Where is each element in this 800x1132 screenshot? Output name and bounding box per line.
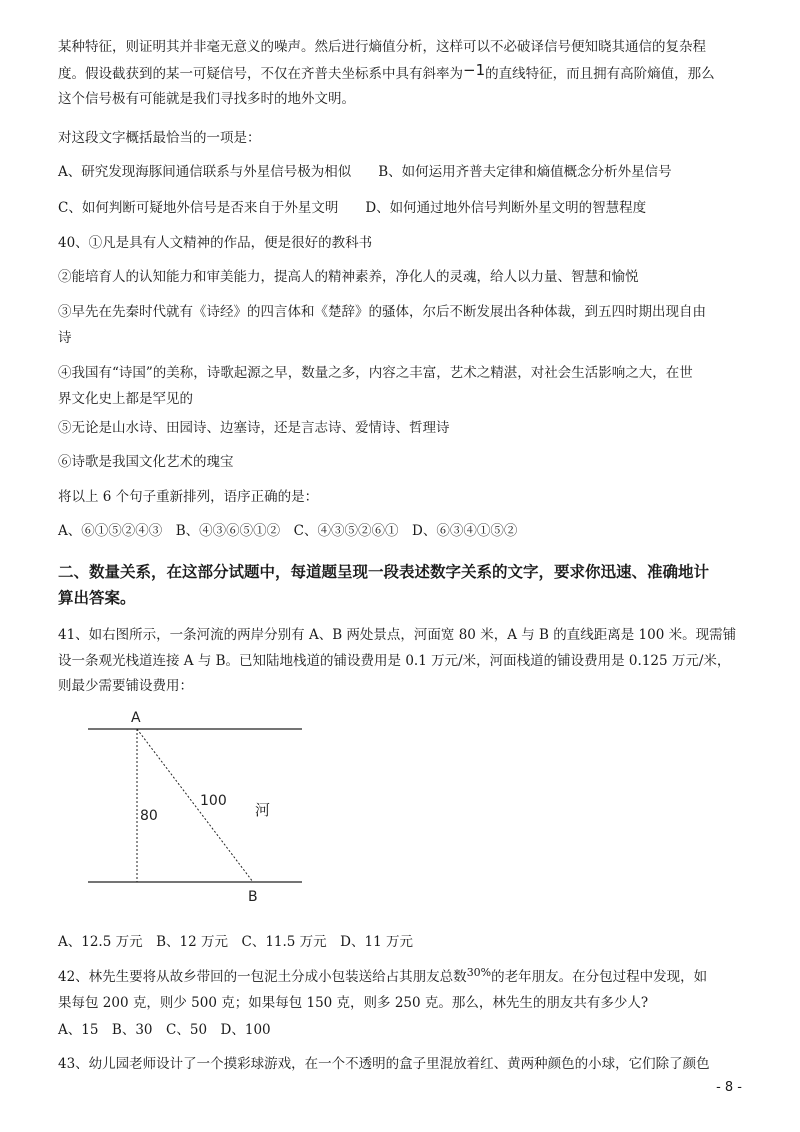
ab-distance-label: 100 bbox=[200, 793, 227, 809]
q43-text-line-1: 43、幼儿园老师设计了一个摸彩球游戏，在一个不透明的盒子里混放着红、黄两种颜色的小球，它们除了颜色 bbox=[58, 1056, 710, 1072]
q40-sentence-5: ⑤无论是山水诗、田园诗、边塞诗，还是言志诗、爱情诗、哲理诗 bbox=[58, 420, 450, 436]
q42-text-line-1b: 的老年朋友。在分包过程中发现，如 bbox=[491, 969, 708, 985]
q40-sentence-4b: 界文化史上都是罕见的 bbox=[58, 391, 193, 407]
q40-sentence-4a: ④我国有“诗国”的美称，诗歌起源之早，数量之多，内容之丰富，艺术之精湛，对社会生活影响之大，在世 bbox=[58, 365, 693, 381]
river-diagram bbox=[80, 705, 320, 910]
q42-text-line-2: 果每包 200 克，则少 500 克；如果每包 150 克，则多 250 克。那么，林先生的朋友共有多少人? bbox=[58, 995, 649, 1011]
point-a-label: A bbox=[131, 710, 141, 726]
river-label: 河 bbox=[255, 801, 271, 819]
q39-text-line-3: 这个信号极有可能就是我们寻找多时的地外文明。 bbox=[58, 91, 355, 107]
q41-text-line-1: 41、如右图所示，一条河流的两岸分别有 A、B 两处景点，河面宽 80 米，A 与 B 的直线距离是 100 米。现需铺 bbox=[58, 627, 737, 643]
section-heading-line-2: 算出答案。 bbox=[58, 589, 136, 607]
q40-sentence-3b: 诗 bbox=[58, 330, 72, 346]
q39-options-cd: C、如何判断可疑地外信号是否来自于外星文明 D、如何通过地外信号判断外星文明的智慧程度 bbox=[58, 200, 647, 216]
slope-value: −1 bbox=[463, 61, 486, 79]
q41-options: A、12.5 万元 B、12 万元 C、11.5 万元 D、11 万元 bbox=[58, 934, 413, 950]
q42-text-line-1a: 42、林先生要将从故乡带回的一包泥土分成小包装送给占其朋友总数 bbox=[58, 969, 467, 985]
q40-sentence-2: ②能培育人的认知能力和审美能力，提高人的精神素养，净化人的灵魂，给人以力量、智慧和愉悦 bbox=[58, 269, 639, 285]
q39-text-line-2 bbox=[58, 61, 715, 82]
q40-sentence-3a: ③早先在先秦时代就有《诗经》的四言体和《楚辞》的骚体，尔后不断发展出各种体裁，到五四时期出现自由 bbox=[58, 304, 706, 320]
q42-text-line-1 bbox=[58, 965, 707, 985]
page-number: - 8 - bbox=[716, 1080, 742, 1095]
q42-options: A、15 B、30 C、50 D、100 bbox=[58, 1022, 271, 1038]
q39-text-line-2a: 度。假设截获到的某一可疑信号，不仅在齐普夫坐标系中具有斜率为 bbox=[58, 66, 463, 82]
section-heading-line-1: 二、数量关系，在这部分试题中，每道题呈现一段表述数字关系的文字，要求你迅速、准确地计 bbox=[58, 563, 710, 581]
q41-text-line-3: 则最少需要铺设费用： bbox=[58, 678, 193, 694]
river-width-label: 80 bbox=[140, 808, 158, 824]
q40-prompt: 将以上 6 个句子重新排列，语序正确的是： bbox=[58, 489, 319, 505]
q39-text-line-2b: 的直线特征，而且拥有高阶熵值，那么 bbox=[485, 66, 715, 82]
distance-dashed-line bbox=[137, 729, 253, 882]
q41-text-line-2: 设一条观光栈道连接 A 与 B。已知陆地栈道的铺设费用是 0.1 万元/米，河面栈道的铺设费用是 0.125 万元/米， bbox=[58, 653, 731, 669]
percent-value: 30% bbox=[466, 966, 492, 979]
q39-options-ab: A、研究发现海豚间通信联系与外星信号极为相似 B、如何运用齐普夫定律和熵值概念分析外星信号 bbox=[58, 164, 672, 180]
q40-options: A、⑥①⑤②④③ B、④③⑥⑤①② C、④③⑤②⑥① D、⑥③④①⑤② bbox=[58, 523, 518, 539]
q40-sentence-1: 40、①凡是具有人文精神的作品，便是很好的教科书 bbox=[58, 235, 373, 251]
q39-prompt: 对这段文字概括最恰当的一项是： bbox=[58, 130, 261, 146]
q39-text-line-1: 某种特征，则证明其并非毫无意义的噪声。然后进行熵值分析，这样可以不必破译信号便知晓其通信的复杂程 bbox=[58, 39, 706, 55]
q40-sentence-6: ⑥诗歌是我国文化艺术的瑰宝 bbox=[58, 454, 234, 470]
point-b-label: B bbox=[248, 889, 258, 905]
